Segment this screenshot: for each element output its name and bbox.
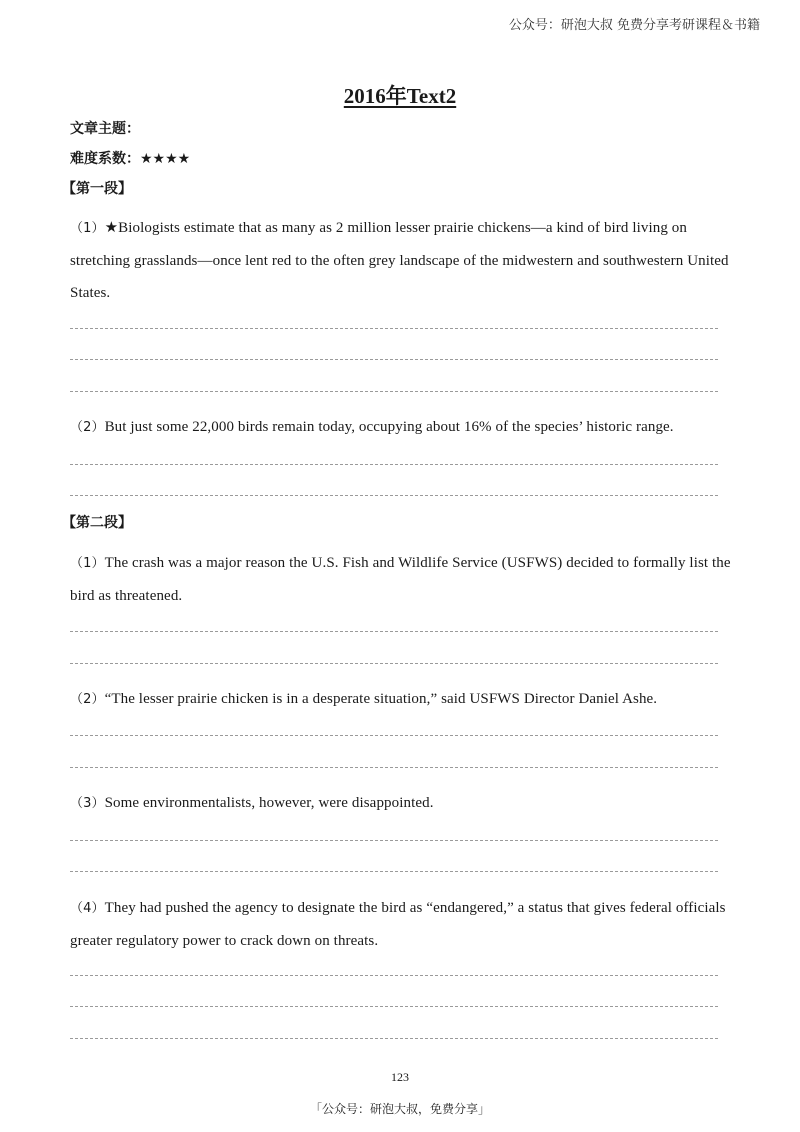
page-number: 123 bbox=[391, 1070, 409, 1084]
answer-line bbox=[70, 1038, 718, 1039]
answer-line bbox=[70, 328, 718, 329]
sentence-number: （3） bbox=[70, 796, 105, 811]
page-title: 2016年Text2 bbox=[343, 84, 457, 108]
sentence-text: Some environmentalists, however, were disappointed. bbox=[104, 795, 434, 811]
sentence-number: （1） bbox=[70, 221, 105, 236]
sentence-number: （2） bbox=[70, 420, 105, 435]
sentence-text: ★Biologists estimate that as many as 2 million lesser prairie chickens—a kind of bird living on stretching grasslands—once lent red to the often grey landscape of the midwestern and southwestern United States. bbox=[70, 220, 729, 301]
section-heading-1: 【第一段】 bbox=[62, 181, 132, 197]
answer-line bbox=[70, 735, 718, 736]
answer-line bbox=[70, 495, 718, 496]
answer-line bbox=[70, 871, 718, 872]
sentence-number: （2） bbox=[70, 692, 105, 707]
sentence-number: （1） bbox=[70, 556, 105, 571]
topic-label: 文章主题： bbox=[70, 121, 140, 137]
answer-line bbox=[70, 464, 718, 465]
answer-line bbox=[70, 975, 718, 976]
paragraph-2-sentence-2 bbox=[70, 683, 740, 716]
section-heading-2: 【第二段】 bbox=[62, 515, 132, 531]
answer-line bbox=[70, 1006, 718, 1007]
answer-line bbox=[70, 767, 718, 768]
sentence-text: They had pushed the agency to designate the bird as “endangered,” a status that gives federal officials greater regulatory power to crack down on threats. bbox=[70, 900, 726, 949]
difficulty-label: 难度系数：★★★★ bbox=[70, 151, 191, 167]
footer-watermark-note: 「公众号：研泡大叔，免费分享」 bbox=[309, 1102, 490, 1116]
paragraph-2-sentence-1 bbox=[70, 547, 740, 612]
answer-line bbox=[70, 663, 718, 664]
answer-line bbox=[70, 359, 718, 360]
sentence-number: （4） bbox=[70, 901, 105, 916]
paragraph-1-sentence-2 bbox=[70, 411, 740, 444]
answer-line bbox=[70, 840, 718, 841]
answer-line bbox=[70, 631, 718, 632]
sentence-text: “The lesser prairie chicken is in a desperate situation,” said USFWS Director Daniel Ashe. bbox=[104, 691, 658, 707]
paragraph-2-sentence-4 bbox=[70, 892, 740, 957]
sentence-text: But just some 22,000 birds remain today, occupying about 16% of the species’ historic range. bbox=[104, 419, 674, 435]
header-watermark-note: 公众号：研泡大叔 免费分享考研课程＆书籍 bbox=[508, 18, 760, 33]
answer-line bbox=[70, 391, 718, 392]
paragraph-2-sentence-3 bbox=[70, 787, 740, 820]
paragraph-1-sentence-1 bbox=[70, 212, 740, 309]
sentence-text: The crash was a major reason the U.S. Fish and Wildlife Service (USFWS) decided to formally list the bird as threatened. bbox=[70, 555, 731, 604]
